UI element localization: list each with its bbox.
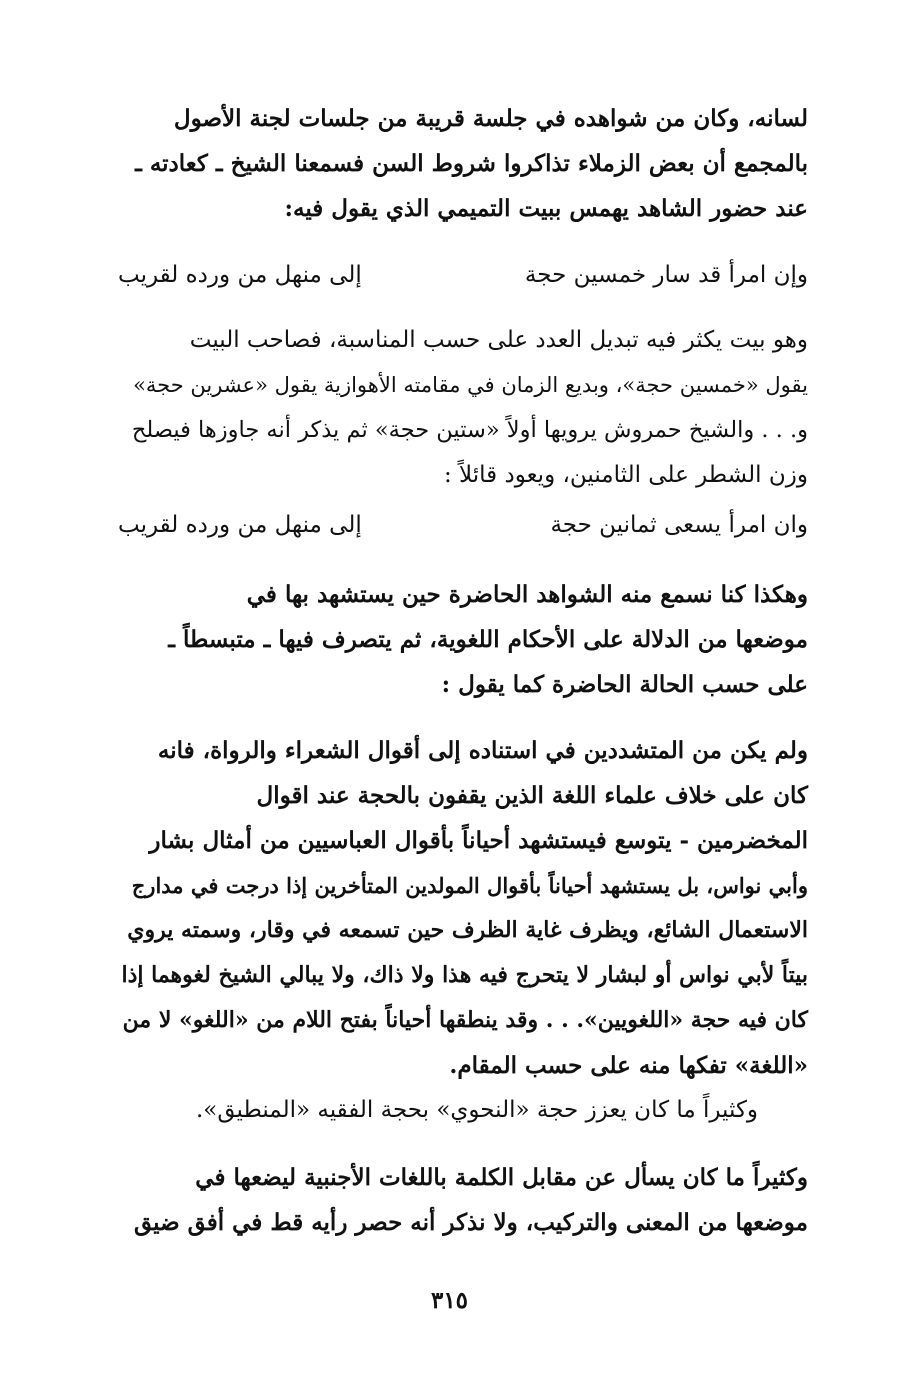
verse-second-hemistich: إلى منهل من ورده لقريب: [118, 262, 362, 288]
paragraph-line: بيتاً لأبي نواس أو لبشار لا يتحرج فيه هذا ولا ذاك، ولا يبالي الشيخ لغوهما إذا: [121, 962, 808, 988]
paragraph-1: [118, 96, 808, 231]
paragraph-line: كان فيه حجة «اللغويين». . . وقد ينطقها أحياناً بفتح اللام من «اللغو» لا من: [122, 1007, 808, 1033]
paragraph-line: على حسب الحالة الحاضرة كما يقول :: [441, 671, 808, 698]
paragraph-line: وأبي نواس، بل يستشهد أحياناً بأقوال المولدين المتأخرين إذا درجت في مدارج: [131, 873, 808, 898]
paragraph-line: يقول «خمسين حجة»، وبديع الزمان في مقامته الأهوازية يقول «عشرين حجة»: [133, 373, 808, 397]
page-number: ٣١٥: [430, 1287, 469, 1314]
paragraph-line: بالمجمع أن بعض الزملاء تذاكروا شروط السن فسمعنا الشيخ ـ كعادته ـ: [135, 150, 808, 177]
paragraph-line: موضعها من المعنى والتركيب، ولا نذكر أنه حصر رأيه قط في أفق ضيق: [133, 1209, 808, 1236]
paragraph-6: [118, 1155, 808, 1245]
verse-first-hemistich: وإن امرأ قد سار خمسين حجة: [524, 262, 808, 288]
paragraph-line: لسانه، وكان من شواهده في جلسة قريبة من جلسات لجنة الأصول: [173, 105, 808, 132]
verse-1: [118, 255, 808, 295]
paragraph-4: [118, 728, 808, 1088]
verse-first-hemistich: وان امرأ يسعى ثمانين حجة: [550, 512, 808, 538]
paragraph-line: وزن الشطر على الثامنين، ويعود قائلاً :: [443, 462, 808, 488]
paragraph-line: المخضرمين - يتوسع فيستشهد أحياناً بأقوال العباسيين من أمثال بشار: [149, 827, 808, 854]
paragraph-line: ولم يكن من المتشددين في استناده إلى أقوال الشعراء والرواة، فانه: [157, 737, 808, 764]
paragraph-3: [118, 572, 808, 707]
paragraph-line: موضعها من الدلالة على الأحكام اللغوية، ثم يتصرف فيها ـ متبسطاً ـ: [168, 626, 808, 653]
paragraph-2: [118, 318, 808, 498]
paragraph-5: [118, 1088, 808, 1133]
paragraph-line: وكثيراً ما كان يسأل عن مقابل الكلمة باللغات الأجنبية ليضعها في: [195, 1164, 808, 1191]
paragraph-line: كان على خلاف علماء اللغة الذين يقفون بالحجة عند اقوال: [256, 782, 808, 809]
paragraph-line: الاستعمال الشائع، ويظرف غاية الظرف حين تسمعه في وقار، وسمته يروي: [127, 917, 808, 943]
paragraph-line: و. . . والشيخ حمروش يرويها أولاً «ستين حجة» ثم يذكر أنه جاوزها فيصلح: [131, 417, 808, 443]
verse-2: [118, 505, 808, 545]
verse-second-hemistich: إلى منهل من ورده لقريب: [118, 512, 362, 538]
paragraph-line: وهكذا كنا نسمع منه الشواهد الحاضرة حين يستشهد بها في: [246, 581, 808, 608]
paragraph-line: وكثيراً ما كان يعزز حجة «النحوي» بحجة الفقيه «المنطيق».: [195, 1097, 758, 1123]
paragraph-line: «اللغة» تفكها منه على حسب المقام.: [449, 1052, 808, 1079]
paragraph-line: عند حضور الشاهد يهمس ببيت التميمي الذي يقول فيه:: [284, 195, 808, 222]
paragraph-line: وهو بيت يكثر فيه تبديل العدد على حسب المناسبة، فصاحب البيت: [189, 327, 808, 353]
